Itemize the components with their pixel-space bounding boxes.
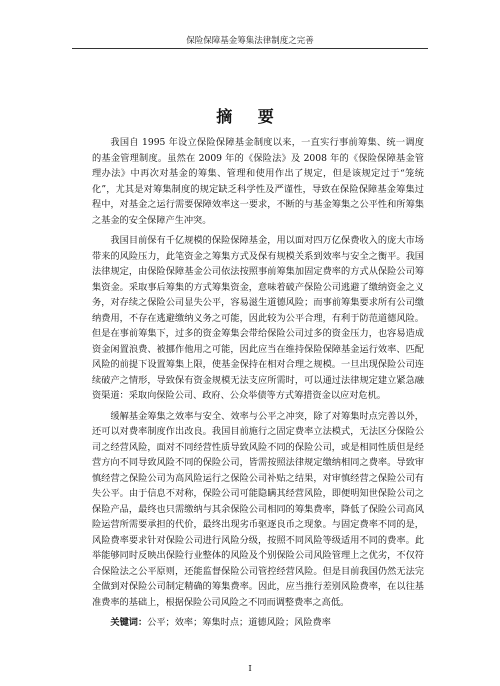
abstract-body: [92, 135, 424, 631]
abstract-paragraph-3: 缓解基金筹集之效率与安全、效率与公平之冲突，除了对筹集时点完善以外，还可以对费率制度作出改良。我国目前施行之固定费率立法模式，无法区分保险公司之经营风险，面对不同经营性质导致风险不同的保险公司，或是相同性质但是经营方向不同导致风险不同的保险公司，皆需按照法律规定缴纳相同之费率。导致审慎经营之保险公司为高风险运行之保险公司补贴之结果，对审慎经营之保险公司有失公平。由于信息不对称，保险公司可能隐瞒其经营风险，即便明知世保险公司之保险产品，最终也只需缴纳与其余保险公司相同的筹集费率，降低了保险公司高风险运营所需要承担的代价，最终出现劣币驱逐良币之现象。与固定费率不同的是，风险费率要求针对保险公司进行风险分级，按照不同风险等级适用不同的费率。此举能够同时反映出保险行业整体的风险及个别保险公司风险管理上之优劣，不仅符合保险法之公平原则，还能监督保险公司管控经营风险。但是目前我国仍然无法完全做到对保险公司制定精确的筹集费率。因此，应当推行差别风险费率，在以往基准费率的基础上，根据保险公司风险之不同而调整费率之高低。: [92, 410, 424, 608]
abstract-paragraph-1: 我国自 1995 年设立保险保障基金制度以来，一直实行事前筹集、统一调度的基金管理制度。虽然在 2009 年的《保险法》及 2008 年的《保险保障基金管理办法》中再次对基金的筹集、管理和使用作出了规定，但是该规定过于“笼统化”，尤其是对筹集制度的规定缺乏科学性及严谨性，导致在保险保障基金筹集过程中，对基金之运行需要保障效率这一要求，不断的与基金筹集之公平性和所筹集之基金的安全保障产生冲突。: [92, 137, 424, 226]
keywords-list: 公平；效率；筹集时点；道德风险；风险费率: [147, 617, 331, 628]
running-header: 保险保障基金筹集法律制度之完善: [186, 36, 314, 46]
abstract-title: 摘 要: [216, 107, 284, 126]
header-rule: [72, 48, 428, 49]
abstract-paragraph-2: 我国目前保有千亿规模的保险保障基金，用以面对四万亿保费收入的庞大市场带来的风险压力，此笔资金之筹集方式及保有规模关系到效率与安全之衡平。我国法律规定，由保险保障基金公司依法按照事前筹集加固定费率的方式从保险公司筹集资金。采取事后筹集的方式筹集资金，意味着破产保险公司逃避了缴纳资金之义务，对存续之保险公司显失公平，容易滋生道德风险；而事前筹集要求所有公司缴纳费用，不存在逃避缴纳义务之可能，因此较为公平合理，有利于防范道德风险。但是在事前筹集下，过多的资金筹集会带给保险公司过多的资金压力，也容易造成资金闲置浪费、被挪作他用之可能，因此应当在维持保险保障基金运行效率、匹配风险的前提下设置筹集上限，使基金保持在相对合理之规模。一旦出现保险公司连续破产之情形，导致保有资金规模无法支应所需时，可以通过法律规定建立紧急融资渠道：采取向保险公司、政府、公众举债等方式筹措资金以应对危机。: [92, 235, 424, 401]
keywords-line: [92, 615, 424, 631]
keywords-label: 关键词：: [110, 617, 148, 628]
page-number: I: [248, 664, 252, 674]
